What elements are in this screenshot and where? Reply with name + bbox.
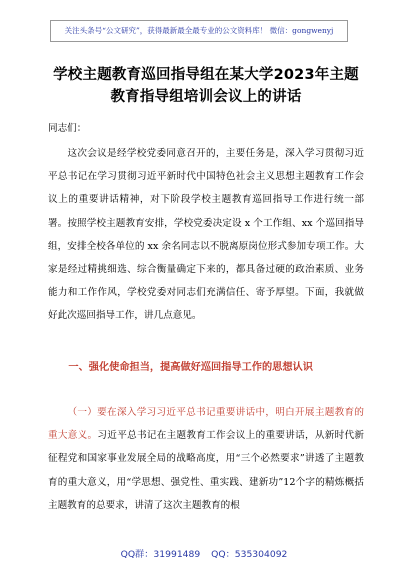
paragraph-1-text: 这次会议是经学校党委同意召开的，主要任务是，深入学习贯彻习近平总书记在学习贯彻习近平新时代中国特色社会主义思想主题教育工作会议上的重要讲话精神，对下阶段学校主题教育巡回指导工作进行统一部署。按照学校主题教育安排，学校党委决定设 x 个工作组、xx 个巡回指导组，安排全校各单位的 xx 余名同志以不脱离原岗位形式参加专项工作。大家是经过精挑细选、综合衡量确定下来的，都具备过硬的政治素质、业务能力和工作作风，学校党委对同志们充满信任、寄予厚望。下面，我就做好此次巡回指导工作，讲几点意见。: [48, 148, 364, 322]
subheading-1: （一）要在深入学习习近平总书记重要讲话中，明白开展主题教育的重大意义。: [48, 407, 364, 442]
section-heading-1: [48, 356, 364, 379]
greeting: 同志们：: [48, 123, 87, 134]
section-heading-1-text: 一、强化使命担当，提高做好巡回指导工作的思想认识: [68, 362, 313, 373]
paragraph-2-text: 习近平总书记在主题教育工作会议上的重要讲话，从新时代新征程党和国家事业发展全局的战略高度，用“三个必然要求”讲透了主题教育的重大意义，用“学思想、强党性、重实践、建新功”12个字的精炼概括主题教育的总要求，讲清了这次主题教育的根: [48, 430, 365, 511]
paragraph-2: [48, 401, 364, 517]
footer-qq: QQ：535304092: [211, 549, 288, 560]
footer: [0, 546, 408, 560]
document-title: 学校主题教育巡回指导组在某大学2023年主题教育指导组培训会议上的讲话: [53, 67, 359, 105]
footer-qq-group: QQ群：31991489: [120, 549, 201, 560]
paragraph-1: [48, 142, 364, 328]
top-banner: 关注头条号“公文研究”，获得最新最全最专业的公文资料库！ 微信：gongwenyj: [50, 20, 348, 42]
